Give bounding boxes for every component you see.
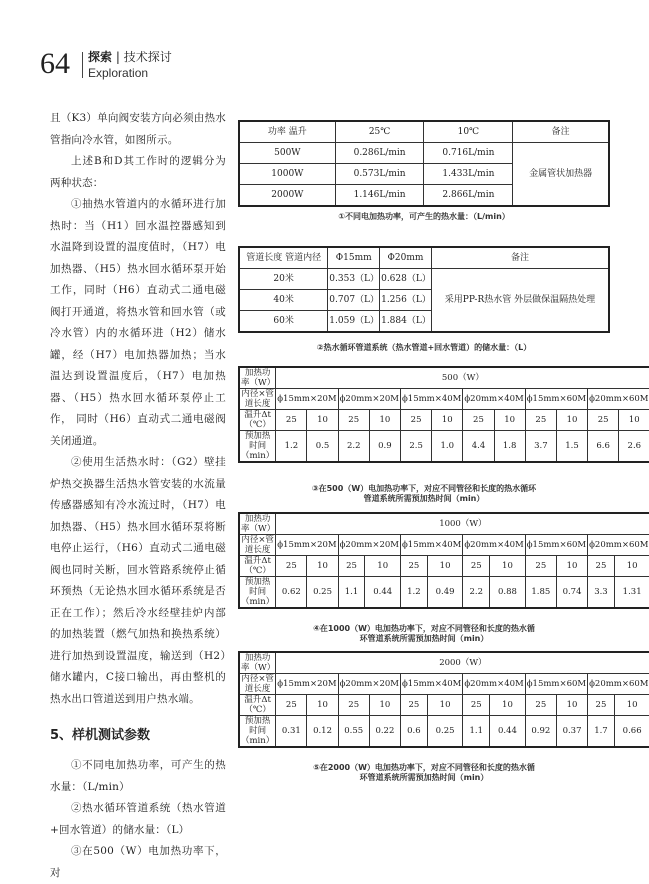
rise-cell: 10 (490, 695, 526, 716)
section-title (88, 50, 172, 64)
table-header-cell: Φ20mm (380, 247, 432, 269)
table-cell: 0.716L/min (424, 143, 513, 164)
time-cell: 0.44 (365, 577, 401, 609)
pipe-header-cell: ϕ15mm×20M (276, 389, 338, 410)
rise-cell: 25 (276, 556, 307, 577)
time-cell: 0.12 (307, 716, 338, 748)
time-cell: 0.44 (490, 716, 526, 748)
time-cell: 1.31 (614, 577, 649, 609)
time-cell: 0.25 (427, 716, 463, 748)
caption-line: 环管道系统所需预加热时间（min） (359, 773, 489, 782)
rise-cell: 10 (556, 556, 587, 577)
time-cell: 1.1 (338, 577, 365, 609)
pipe-header-cell: ϕ20mm×40M (463, 389, 525, 410)
table-label-cell: 内径×管道长度 (239, 674, 276, 695)
rise-cell: 25 (588, 410, 619, 431)
table-note-cell: 采用PP-R热水管 外层做保温隔热处理 (431, 269, 609, 333)
time-cell: 0.9 (369, 431, 400, 463)
section-separator: | (115, 50, 120, 64)
time-cell: 4.4 (463, 431, 494, 463)
table-cell: 1.059（L） (328, 311, 380, 333)
table-header-cell: 备注 (431, 247, 609, 269)
rise-cell: 10 (494, 410, 525, 431)
pipe-header-cell: ϕ20mm×60M (588, 674, 649, 695)
time-cell: 2.5 (401, 431, 432, 463)
pipe-header-cell: ϕ20mm×60M (588, 389, 649, 410)
paragraph-6: ②热水循环管道系统（热水管道+回水管道）的储水量：（L） (50, 802, 226, 836)
table-header-row (239, 513, 649, 535)
table-cell: 20米 (239, 269, 328, 290)
table-cell: 2.866L/min (424, 185, 513, 207)
table-row (239, 269, 609, 290)
time-cell: 1.0 (432, 431, 463, 463)
rise-cell: 25 (338, 410, 369, 431)
table-cell: 0.353（L） (328, 269, 380, 290)
rise-cell: 10 (490, 556, 526, 577)
caption-line: ③在500（W）电加热功率下，对应不同管径和长度的热水循环 (311, 484, 537, 493)
time-cell: 0.6 (401, 716, 428, 748)
table-header-cell: 管道长度 管道内径 (239, 247, 328, 269)
pipe-header-cell: ϕ20mm×40M (463, 535, 525, 556)
rise-cell: 10 (369, 695, 400, 716)
table-cell: 1.884（L） (380, 311, 432, 333)
preheat-time-table-1000w (238, 512, 649, 609)
table-label-cell: 内径×管道长度 (239, 535, 276, 556)
caption-line: ④在1000（W）电加热功率下，对应不同管径和长度的热水循 (313, 624, 535, 633)
table-header-cell: 10℃ (424, 121, 513, 143)
pipe-header-cell: ϕ20mm×20M (338, 674, 400, 695)
table-label-cell: 预加热时间（min） (241, 431, 275, 461)
time-cell: 1.1 (463, 716, 490, 748)
rise-cell: 10 (307, 695, 338, 716)
table-header-row (239, 367, 649, 389)
time-cell: 2.2 (338, 431, 369, 463)
table-cell: 1.256（L） (380, 290, 432, 311)
section-subtitle: Exploration (88, 66, 149, 80)
paragraph-2: 上述B和D其工作时的逻辑分为两种状态： (50, 155, 226, 189)
table-label-cell: 温升Δt（℃） (239, 695, 276, 716)
time-cell: 1.85 (525, 577, 556, 609)
time-cell: 3.3 (588, 577, 615, 609)
table-cell: 1.146L/min (335, 185, 424, 207)
table-caption: ②热水循环管道系统（热水管道+回水管道）的储水量：（L） (316, 343, 532, 352)
section-heading: 5、样机测试参数 (50, 728, 151, 743)
table-label-cell: 预加热时间（min） (241, 577, 275, 607)
pipe-header-cell: ϕ15mm×60M (525, 674, 587, 695)
rise-cell: 25 (588, 695, 615, 716)
caption-line: 环管道系统所需预加热时间（min） (359, 634, 489, 643)
table-caption (238, 484, 610, 504)
rise-cell: 25 (463, 410, 494, 431)
time-cell: 2.6 (619, 431, 649, 463)
time-cell: 0.22 (369, 716, 400, 748)
preheat-time-table-500w (238, 366, 649, 463)
caption-line: ⑤在2000（W）电加热功率下，对应不同管径和长度的热水循 (313, 763, 535, 772)
table-cell: 0.707（L） (328, 290, 380, 311)
power-value-cell: 500（W） (276, 367, 649, 389)
rise-cell: 10 (614, 556, 649, 577)
pipe-header-cell: ϕ15mm×40M (401, 674, 463, 695)
paragraph-5: ①不同电加热功率，可产生的热水量：（L/min） (50, 759, 226, 793)
table-row (239, 695, 649, 716)
rise-cell: 25 (525, 410, 556, 431)
table-cell: 0.628（L） (380, 269, 432, 290)
time-cell: 1.8 (494, 431, 525, 463)
rise-cell: 10 (365, 556, 401, 577)
table-cell: 2000W (239, 185, 335, 207)
rise-cell: 25 (588, 556, 615, 577)
time-cell: 0.74 (556, 577, 587, 609)
time-cell: 0.5 (307, 431, 338, 463)
table-header-row (239, 121, 609, 143)
pipe-header-cell: ϕ15mm×40M (401, 535, 463, 556)
table-header-cell: 功率 温升 (239, 121, 335, 143)
table-label-cell: 加热功率（W） (241, 653, 276, 673)
table-caption: ①不同电加热功率，可产生的热水量：（L/min） (338, 212, 510, 221)
table-label-cell: 加热功率（W） (241, 368, 276, 388)
table-label-cell: 内径×管道长度 (239, 389, 276, 410)
power-output-table (238, 120, 610, 207)
rise-cell: 25 (463, 695, 490, 716)
rise-cell: 25 (401, 410, 432, 431)
table-note-cell: 金属管状加热器 (513, 143, 609, 207)
caption-line: 管道系统所需预加热时间（min） (363, 494, 485, 503)
time-cell: 6.6 (588, 431, 619, 463)
paragraph-7: ③在500（W）电加热功率下，对 (50, 845, 226, 879)
rise-cell: 10 (427, 695, 463, 716)
subsection-name: 技术探讨 (123, 50, 172, 64)
table-cell: 40米 (239, 290, 328, 311)
power-value-cell: 2000（W） (276, 652, 649, 674)
time-cell: 1.2 (401, 577, 428, 609)
time-cell: 0.66 (614, 716, 649, 748)
table-label-cell: 加热功率（W） (241, 514, 276, 534)
table-header-cell: 备注 (513, 121, 609, 143)
rise-cell: 10 (307, 556, 338, 577)
time-cell: 0.49 (427, 577, 463, 609)
table-header-row (239, 652, 649, 674)
table-header-cell: 25℃ (335, 121, 424, 143)
table-row (239, 410, 649, 431)
paragraph-1: 且（K3）单向阀安装方向必须由热水管指向冷水管，如图所示。 (50, 112, 226, 146)
table-row (239, 556, 649, 577)
table-row (239, 431, 649, 463)
page-number: 64 (40, 47, 70, 80)
time-cell: 0.25 (307, 577, 338, 609)
time-cell: 3.7 (525, 431, 556, 463)
pipe-header-cell: ϕ15mm×60M (525, 389, 587, 410)
pipe-header-cell: ϕ20mm×20M (338, 535, 400, 556)
section-name: 探索 (88, 50, 113, 64)
time-cell: 0.92 (525, 716, 556, 748)
rise-cell: 10 (619, 410, 649, 431)
table-header-row (239, 389, 649, 410)
table-cell: 1.433L/min (424, 164, 513, 185)
paragraph-4: ②使用生活热水时：（G2）壁挂炉热交换器生活热水管安装的水流量传感器感知有冷水流过时，（H7）电加热器、（H5）热水回水循环泵将断电停止运行，（H6）直动式二通电磁阀也同时关断，回水管路系统停止循环预热（无论热水回水循环系统是否正在工作）；然后冷水经壁挂炉内部的加热装置（燃气加热和换热系统）进行加热到设置温度，输送到（H2）储水罐内，C接口输出，再由整机的热水出口管道送到用户热水端。 (50, 456, 226, 705)
table-cell: 60米 (239, 311, 328, 333)
table-header-row (239, 535, 649, 556)
rise-cell: 10 (307, 410, 338, 431)
header-divider (82, 52, 83, 78)
rise-cell: 25 (525, 556, 556, 577)
pipe-header-cell: ϕ15mm×60M (525, 535, 587, 556)
rise-cell: 25 (401, 695, 428, 716)
pipe-header-cell: ϕ15mm×20M (276, 674, 338, 695)
table-cell: 1000W (239, 164, 335, 185)
body-text-column (50, 108, 226, 884)
rise-cell: 25 (276, 410, 307, 431)
rise-cell: 25 (401, 556, 428, 577)
power-value-cell: 1000（W） (276, 513, 649, 535)
rise-cell: 25 (338, 556, 365, 577)
table-header-row (239, 674, 649, 695)
rise-cell: 10 (556, 410, 587, 431)
rise-cell: 10 (427, 556, 463, 577)
time-cell: 0.55 (338, 716, 369, 748)
rise-cell: 10 (556, 695, 587, 716)
table-caption (238, 763, 610, 783)
pipe-header-cell: ϕ20mm×60M (588, 535, 649, 556)
time-cell: 0.62 (276, 577, 307, 609)
preheat-time-table-2000w (238, 651, 649, 748)
rise-cell: 25 (463, 556, 490, 577)
time-cell: 0.37 (556, 716, 587, 748)
table-label-cell: 温升Δt（℃） (239, 556, 276, 577)
pipe-header-cell: ϕ20mm×20M (338, 389, 400, 410)
table-row (239, 716, 649, 748)
table-row (239, 577, 649, 609)
time-cell: 1.2 (276, 431, 307, 463)
pipe-header-cell: ϕ15mm×40M (401, 389, 463, 410)
table-header-cell: Φ15mm (328, 247, 380, 269)
time-cell: 0.31 (276, 716, 307, 748)
table-cell: 0.286L/min (335, 143, 424, 164)
rise-cell: 10 (432, 410, 463, 431)
table-row (239, 143, 609, 164)
rise-cell: 25 (338, 695, 369, 716)
table-header-row (239, 247, 609, 269)
rise-cell: 25 (525, 695, 556, 716)
table-label-cell: 预加热时间（min） (241, 716, 275, 746)
pipe-volume-table (238, 246, 610, 333)
table-label-cell: 温升Δt（℃） (239, 410, 276, 431)
time-cell: 1.7 (588, 716, 615, 748)
rise-cell: 25 (276, 695, 307, 716)
rise-cell: 10 (614, 695, 649, 716)
rise-cell: 10 (369, 410, 400, 431)
time-cell: 0.88 (490, 577, 526, 609)
pipe-header-cell: ϕ20mm×40M (463, 674, 525, 695)
table-cell: 0.573L/min (335, 164, 424, 185)
time-cell: 1.5 (556, 431, 587, 463)
pipe-header-cell: ϕ15mm×20M (276, 535, 338, 556)
table-caption (238, 624, 610, 644)
table-cell: 500W (239, 143, 335, 164)
paragraph-3: ①抽热水管道内的水循环进行加热时：当（H1）回水温控器感知到水温降到设置的温度值时，（H7）电加热器、（H5）热水回水循环泵开始工作，同时（H6）直动式二通电磁阀打开通道，将热水管和回水管（或冷水管）内的水循环进（H2）储水罐，经（H7）电加热器加热；当水温达到设置温度后，（H7）电加热器、（H5）热水回水循环泵停止工作， 同时（H6）直动式二通电磁阀关闭通道。 (50, 198, 226, 447)
time-cell: 2.2 (463, 577, 490, 609)
